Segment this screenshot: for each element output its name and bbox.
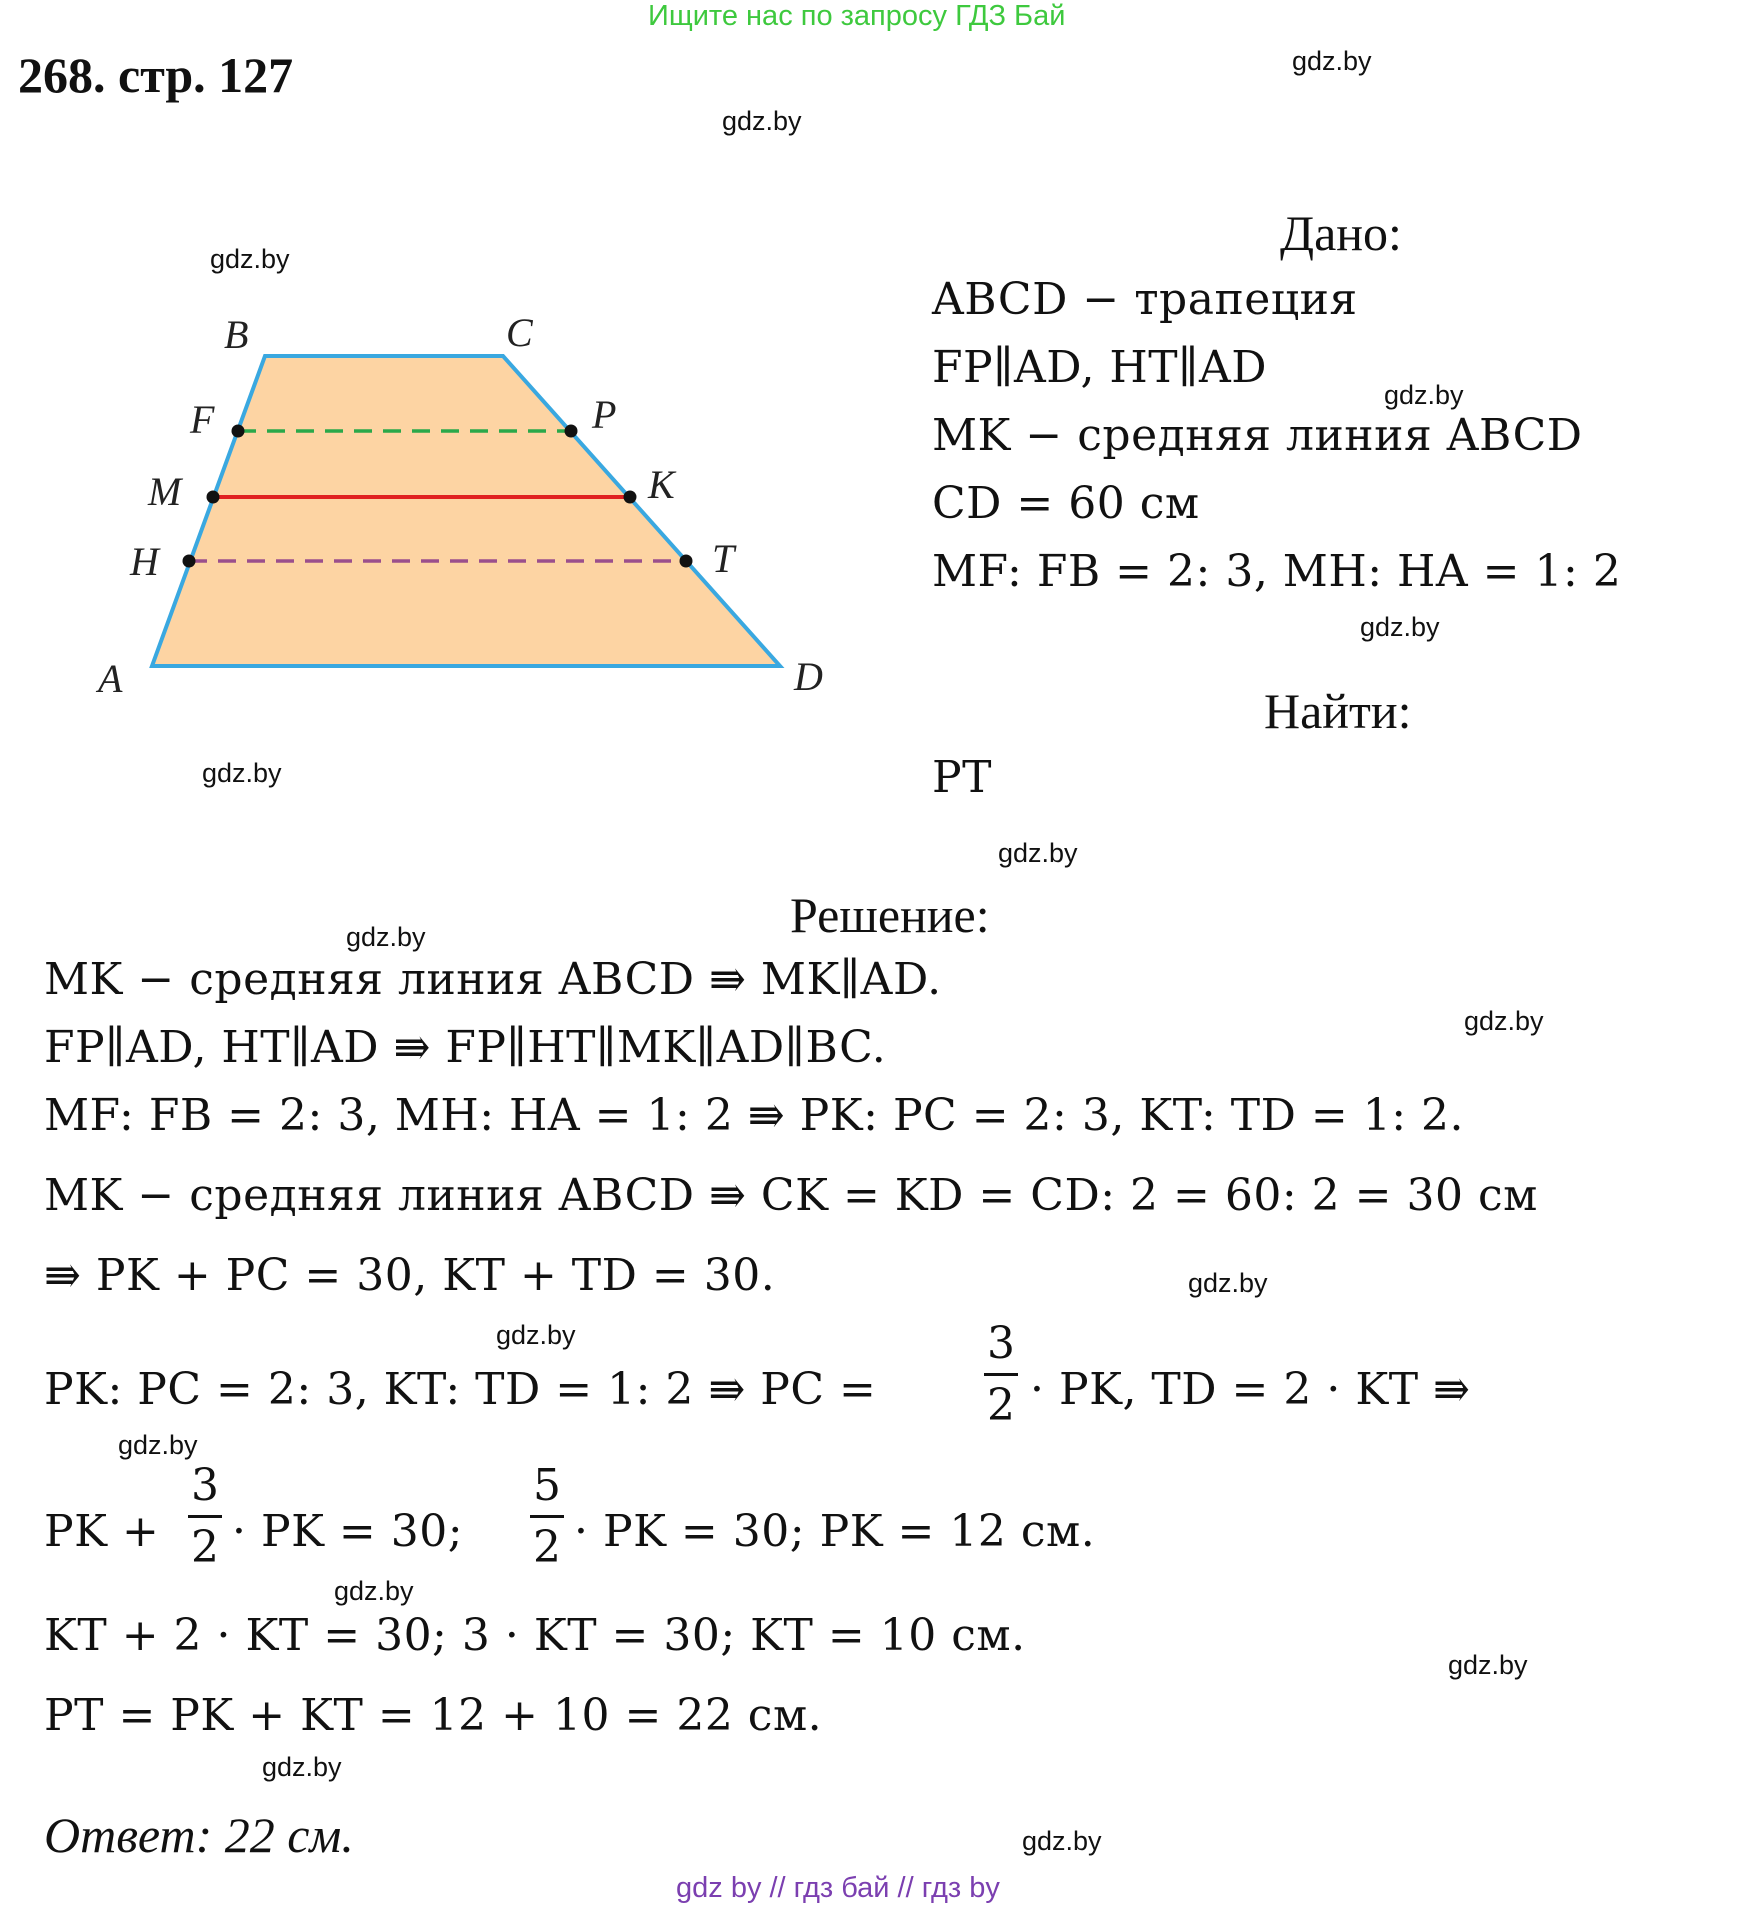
label-b: B [224,312,249,357]
label-h: H [130,539,159,584]
find-value: PT [932,752,992,803]
solution-line: · PK = 30; PK = 12 см. [574,1506,1096,1557]
watermark: gdz.by [998,838,1078,868]
point-f [232,425,245,438]
watermark: gdz.by [262,1752,342,1782]
watermark: gdz.by [1292,46,1372,76]
watermark: gdz.by [210,244,290,274]
solution-line: KT + 2 · KT = 30; 3 · KT = 30; KT = 10 см. [44,1610,1026,1661]
solution-line: MF: FB = 2: 3, MH: HA = 1: 2 ⇛ PK: PC = 2: 3, KT: TD = 1: 2. [44,1090,1465,1141]
given-line: MK − средняя линия ABCD [932,410,1583,461]
watermark: gdz.by [722,106,802,136]
fraction-numerator: 5 [533,1460,561,1511]
given-line: MF: FB = 2: 3, MH: HA = 1: 2 [932,546,1622,597]
answer-text: Ответ: 22 см. [44,1807,354,1863]
solution-line: MK − средняя линия ABCD ⇛ CK = KD = CD: 2 = 60: 2 = 30 см [44,1170,1538,1221]
watermark: gdz.by [334,1576,414,1606]
solution-heading: Решение: [790,887,990,943]
solution-line: PT = PK + KT = 12 + 10 = 22 см. [44,1690,823,1741]
fraction-numerator: 3 [987,1318,1015,1369]
point-k [624,491,637,504]
solution-line: · PK = 30; [232,1506,464,1557]
point-t [680,555,693,568]
find-heading: Найти: [1264,683,1412,739]
solution-line: · PK, TD = 2 · KT ⇛ [1030,1364,1471,1415]
solution-line: MK − средняя линия ABCD ⇛ MK∥AD. [44,954,942,1005]
watermark: gdz.by [1360,612,1440,642]
label-a: A [98,656,123,701]
point-h [183,555,196,568]
given-line: FP∥AD, HT∥AD [932,342,1268,393]
fraction-3-2 [984,1318,1018,1431]
label-d: D [794,654,823,699]
page-title: 268. стр. 127 [18,47,294,103]
fraction-numerator: 3 [191,1460,219,1511]
trapezoid-shape [152,356,780,666]
label-p: P [592,392,617,437]
watermark: gdz.by [1188,1268,1268,1298]
watermark: gdz.by [118,1430,198,1460]
watermark: gdz.by [1464,1006,1544,1036]
fraction-denominator: 2 [533,1522,561,1573]
given-heading: Дано: [1280,205,1402,261]
solution-line: PK: PC = 2: 3, KT: TD = 1: 2 ⇛ PC = [44,1364,877,1415]
watermark: gdz.by [1022,1826,1102,1856]
point-m [207,491,220,504]
fraction-5-2 [530,1460,564,1573]
label-c: C [506,310,533,355]
label-k: K [648,462,675,507]
footer-links: gdz by // гдз бай // гдз by [676,1872,1000,1904]
label-t: T [712,536,735,581]
watermark: gdz.by [202,758,282,788]
given-line: CD = 60 см [932,478,1200,529]
watermark: gdz.by [1448,1650,1528,1680]
trapezoid-diagram [0,0,860,740]
given-line: ABCD − трапеция [932,274,1358,325]
label-m: M [148,469,182,514]
fraction-3-2 [188,1460,222,1573]
solution-line: FP∥AD, HT∥AD ⇛ FP∥HT∥MK∥AD∥BC. [44,1022,887,1073]
fraction-denominator: 2 [987,1380,1015,1431]
search-banner: Ищите нас по запросу ГДЗ Бай [648,0,1066,32]
watermark: gdz.by [1384,380,1464,410]
solution-line: PK + [44,1506,160,1557]
watermark: gdz.by [496,1320,576,1350]
fraction-denominator: 2 [191,1522,219,1573]
point-p [565,425,578,438]
watermark: gdz.by [346,922,426,952]
solution-line: ⇛ PK + PC = 30, KT + TD = 30. [44,1250,776,1301]
label-f: F [190,397,215,442]
